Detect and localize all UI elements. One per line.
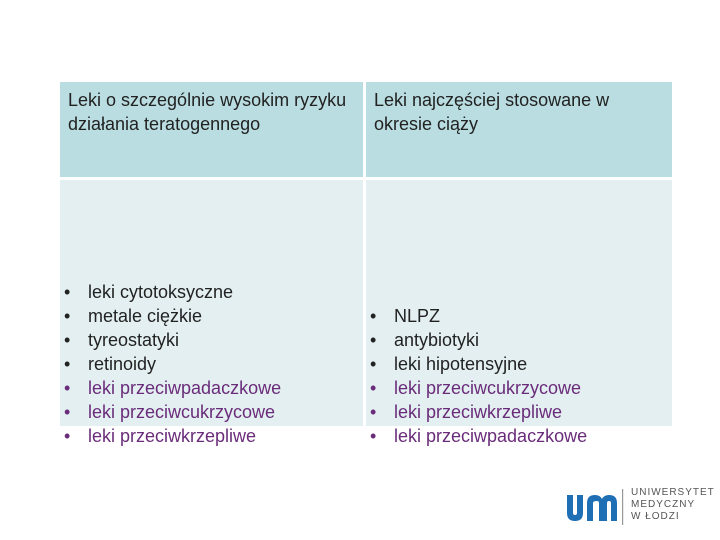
logo-text: UNIWERSYTET MEDYCZNY W ŁODZI bbox=[631, 487, 715, 522]
left-bullet-list bbox=[64, 280, 281, 448]
right-bullet-list bbox=[370, 304, 587, 448]
list-item: • tyreostatyki bbox=[64, 330, 180, 350]
um-logo-icon bbox=[565, 487, 627, 527]
right-column-header: Leki najczęściej stosowane w okresie ciąży bbox=[366, 82, 672, 177]
comparison-table bbox=[60, 82, 672, 446]
list-item: • leki przeciwpadaczkowe bbox=[64, 378, 282, 398]
list-item: • leki przeciwkrzepliwe bbox=[370, 402, 563, 422]
list-item: • leki przeciwpadaczkowe bbox=[370, 426, 588, 446]
list-item: • leki przeciwkrzepliwe bbox=[64, 426, 257, 446]
list-item: • retinoidy bbox=[64, 354, 157, 374]
right-column-cell bbox=[366, 180, 672, 446]
list-item: • leki hipotensyjne bbox=[370, 354, 528, 374]
university-logo bbox=[565, 487, 715, 527]
list-item: • antybiotyki bbox=[370, 330, 480, 350]
list-item: • metale ciężkie bbox=[64, 306, 203, 326]
left-column-header: Leki o szczególnie wysokim ryzyku działania teratogennego bbox=[60, 82, 363, 177]
left-column-cell bbox=[60, 180, 363, 446]
list-item: • leki cytotoksyczne bbox=[64, 282, 234, 302]
list-item: • leki przeciwcukrzycowe bbox=[64, 402, 276, 422]
list-item: • leki przeciwcukrzycowe bbox=[370, 378, 582, 398]
list-item: • NLPZ bbox=[370, 306, 441, 326]
